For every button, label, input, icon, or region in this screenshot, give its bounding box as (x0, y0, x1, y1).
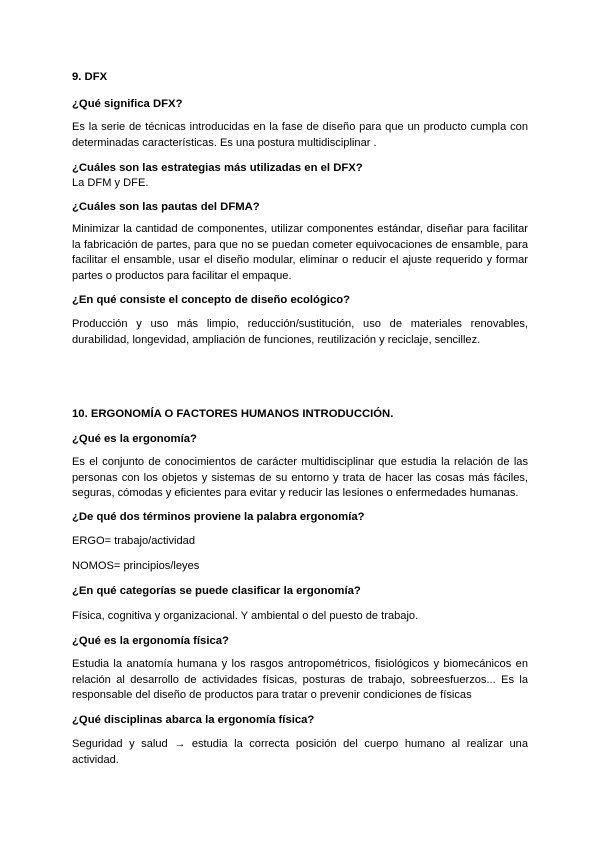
question-ergonomics-origin: ¿De qué dos términos proviene la palabra ergonomía? (72, 511, 365, 523)
answer-dfx-meaning: Es la serie de técnicas introducidas en la fase de diseño para que un producto cumpla con determinadas características. Es una postura multidisciplinar . (72, 121, 528, 149)
answer-ergonomics-categories: Física, cognitiva y organizacional. Y ambiental o del puesto de trabajo. (72, 610, 419, 622)
question-dfx-strategies: ¿Cuáles son las estrategias más utilizadas en el DFX? (72, 162, 363, 174)
section-10-title: 10. ERGONOMÍA O FACTORES HUMANOS INTRODUCCIÓN. (72, 408, 394, 420)
question-physical-ergonomics-disciplines: ¿Qué disciplinas abarca la ergonomía física? (72, 714, 315, 726)
answer-eco-design: Producción y uso más limpio, reducción/sustitución, uso de materiales renovables, durabilidad, longevidad, ampliación de funciones, reutilización y reciclaje, sencillez. (72, 318, 528, 346)
answer-ergo-term: ERGO= trabajo/actividad (72, 535, 196, 547)
answer-dfx-strategies: La DFM y DFE. (72, 177, 149, 189)
section-9-title: 9. DFX (72, 71, 108, 83)
answer-physical-ergonomics-disciplines: Seguridad y salud → estudia la correcta posición del cuerpo humano al realizar una actividad. (72, 738, 528, 766)
answer-nomos-term: NOMOS= principios/leyes (72, 560, 200, 572)
answer-ergonomics: Es el conjunto de conocimientos de carácter multidisciplinar que estudia la relación de las personas con los objetos y sistemas de su entorno y trata de hacer las cosas más fáciles, seguras, cómodas y eficientes para evitar y reducir las lesiones o enfermedades humanas. (72, 456, 528, 499)
answer-dfma-guidelines: Minimizar la cantidad de componentes, utilizar componentes estándar, diseñar para facilitar la fabricación de partes, para que no se puedan cometer equivocaciones de ensamble, para facilitar el ensamble, usar el diseño modular, eliminar o reducir el ajuste requerido y formar partes o productos para facilitar el empaque. (72, 223, 528, 282)
question-dfma-guidelines: ¿Cuáles son las pautas del DFMA? (72, 201, 260, 213)
question-ergonomics: ¿Qué es la ergonomía? (72, 433, 197, 445)
question-eco-design: ¿En qué consiste el concepto de diseño ecológico? (72, 294, 351, 306)
question-ergonomics-categories: ¿En qué categorías se puede clasificar la ergonomía? (72, 585, 361, 597)
question-physical-ergonomics: ¿Qué es la ergonomía física? (72, 635, 229, 647)
question-dfx-meaning: ¿Qué significa DFX? (72, 98, 183, 110)
answer-physical-ergonomics: Estudia la anatomía humana y los rasgos antropométricos, fisiológicos y biomecánicos en relación al desarrollo de actividades físicas, posturas de trabajo, sobreesfuerzos... Es la responsable del diseño de productos para tratar o prevenir condiciones de físicas (72, 658, 528, 701)
